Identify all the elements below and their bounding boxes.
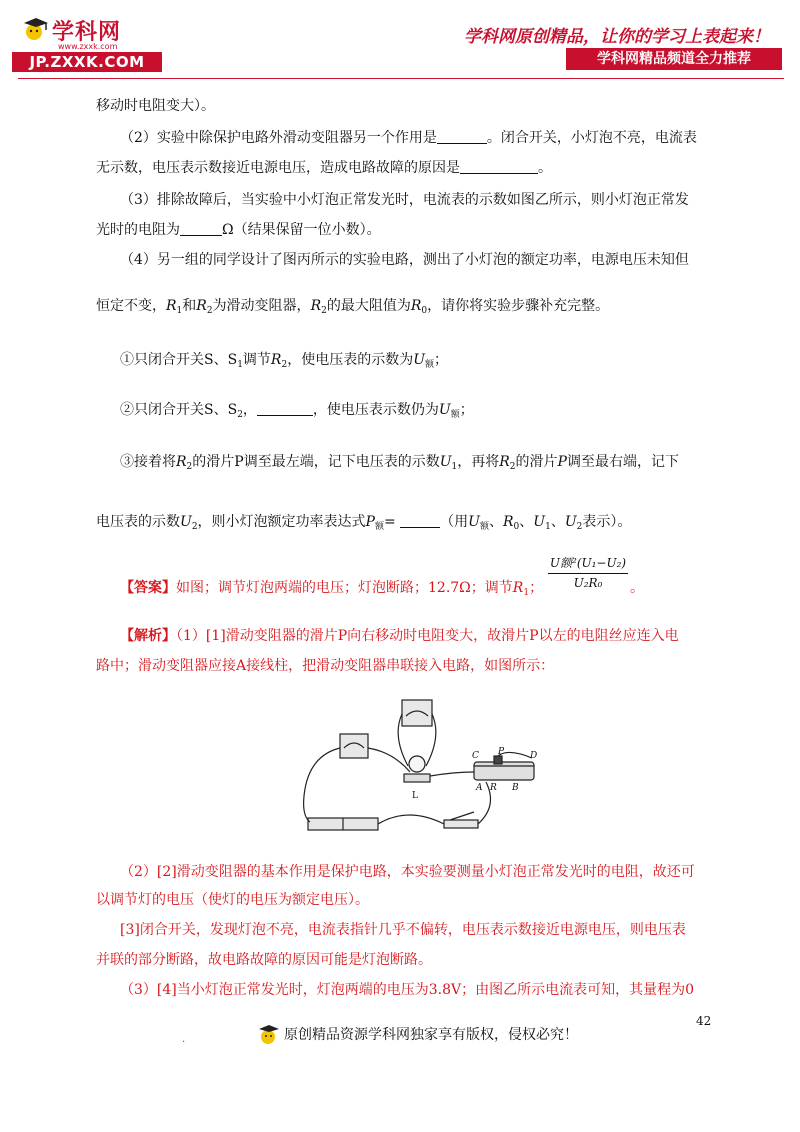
- label-l: L: [412, 791, 418, 801]
- analysis-line-3: （2）[2]滑动变阻器的基本作用是保护电路，本实验要测量小灯泡正常发光时的电阻，故还可: [120, 864, 695, 880]
- mascot-icon: [22, 16, 50, 44]
- logo-name: 学科网: [52, 19, 122, 45]
- mascot-icon: [258, 1022, 280, 1046]
- header-slogan: 学科网原创精品，让你的学习上表起来！: [464, 27, 770, 47]
- analysis-line-4: 以调节灯的电压（使灯的电压为额定电压）。: [96, 892, 369, 908]
- step-3-cont: 电压表的示数$U_2$，则小灯泡额定功率表达式$P_额=$ （用$U_额$、$R_0$、$U_1$、$U_2$表示）。: [96, 514, 632, 532]
- step-1: ①只闭合开关S、$S_1$调节$R_2$，使电压表的示数为$U_额$；: [120, 352, 449, 370]
- analysis-tag: 【解析】: [120, 628, 176, 644]
- label-a: A: [476, 783, 483, 793]
- question-3-line-2: 光时的电阻为 Ω（结果保留一位小数）。: [96, 222, 381, 238]
- analysis-line-2: 路中；滑动变阻器应接A接线柱，把滑动变阻器串联接入电路，如图所示：: [96, 658, 555, 674]
- page-header: [0, 0, 800, 80]
- answer-end-dot: 。: [630, 580, 644, 596]
- header-banner: 学科网精品频道全力推荐: [566, 48, 782, 70]
- question-2-line-2: 无示数，电压表示数接近电源电压，造成电路故障的原因是 。: [96, 160, 552, 176]
- step-3: ③接着将$R_2$的滑片P调至最左端，记下电压表的示数$U_1$，再将$R_2$的滑片P调至最右端，记下: [120, 454, 679, 472]
- logo-url: www.zxxk.com: [58, 42, 118, 51]
- copyright-text: 原创精品资源学科网独家享有版权，侵权必究！: [284, 1027, 578, 1043]
- answer-line: 【答案】如图；调节灯泡两端的电压；灯泡断路；12.7Ω；调节$R_1$；: [120, 580, 544, 598]
- answer-blank[interactable]: [180, 221, 222, 236]
- text-line: 移动时电阻变大）。: [96, 98, 215, 114]
- analysis-line-1: 【解析】（1）[1]滑动变阻器的滑片P向右移动时电阻变大，故滑片P以左的电阻丝应连入电: [120, 628, 679, 644]
- label-b: B: [512, 783, 519, 793]
- answer-tag: 【答案】: [120, 580, 176, 596]
- label-c: C: [472, 751, 479, 761]
- question-4-line-2: 恒定不变，$R_1$和$R_2$为滑动变阻器，$R_2$的最大阻值为$R_0$，请你将实验步骤补充完整。: [96, 298, 610, 316]
- label-p: P: [498, 747, 505, 757]
- analysis-line-6: 并联的部分断路，故电路故障的原因可能是灯泡断路。: [96, 952, 432, 968]
- zxxk-logo[interactable]: [12, 14, 162, 72]
- circuit-diagram: [298, 696, 548, 846]
- answer-blank[interactable]: [400, 513, 440, 528]
- analysis-line-7: （3）[4]当小灯泡正常发光时，灯泡两端的电压为3.8V；由图乙所示电流表可知，其量程为0: [120, 982, 695, 998]
- answer-blank[interactable]: [460, 159, 538, 174]
- footer: [258, 1022, 578, 1046]
- page-number: 42: [696, 1014, 712, 1028]
- logo-banner: JP.ZXXK.COM: [12, 52, 162, 72]
- question-3-line-1: （3）排除故障后，当实验中小灯泡正常发光时，电流表的示数如图乙所示，则小灯泡正常发: [120, 192, 689, 208]
- question-4-line-1: （4）另一组的同学设计了图丙所示的实验电路，测出了小灯泡的额定功率，电源电压未知但: [120, 252, 689, 268]
- label-d: D: [530, 751, 538, 761]
- power-formula: U额²(U₁−U₂) U₂R₀: [549, 556, 627, 590]
- answer-blank[interactable]: [257, 401, 313, 416]
- step-2: ②只闭合开关S、$S_2$， ，使电压表示数仍为$U_额$；: [120, 402, 474, 420]
- header-divider: [18, 78, 784, 79]
- footer-dot: .: [182, 1034, 186, 1045]
- answer-blank[interactable]: [437, 129, 487, 144]
- label-r: R: [490, 783, 497, 793]
- analysis-line-5: [3]闭合开关，发现灯泡不亮，电流表指针几乎不偏转，电压表示数接近电源电压，则电压表: [120, 922, 686, 938]
- question-2-line-1: （2）实验中除保护电路外滑动变阻器另一个作用是 。闭合开关，小灯泡不亮，电流表: [120, 130, 697, 146]
